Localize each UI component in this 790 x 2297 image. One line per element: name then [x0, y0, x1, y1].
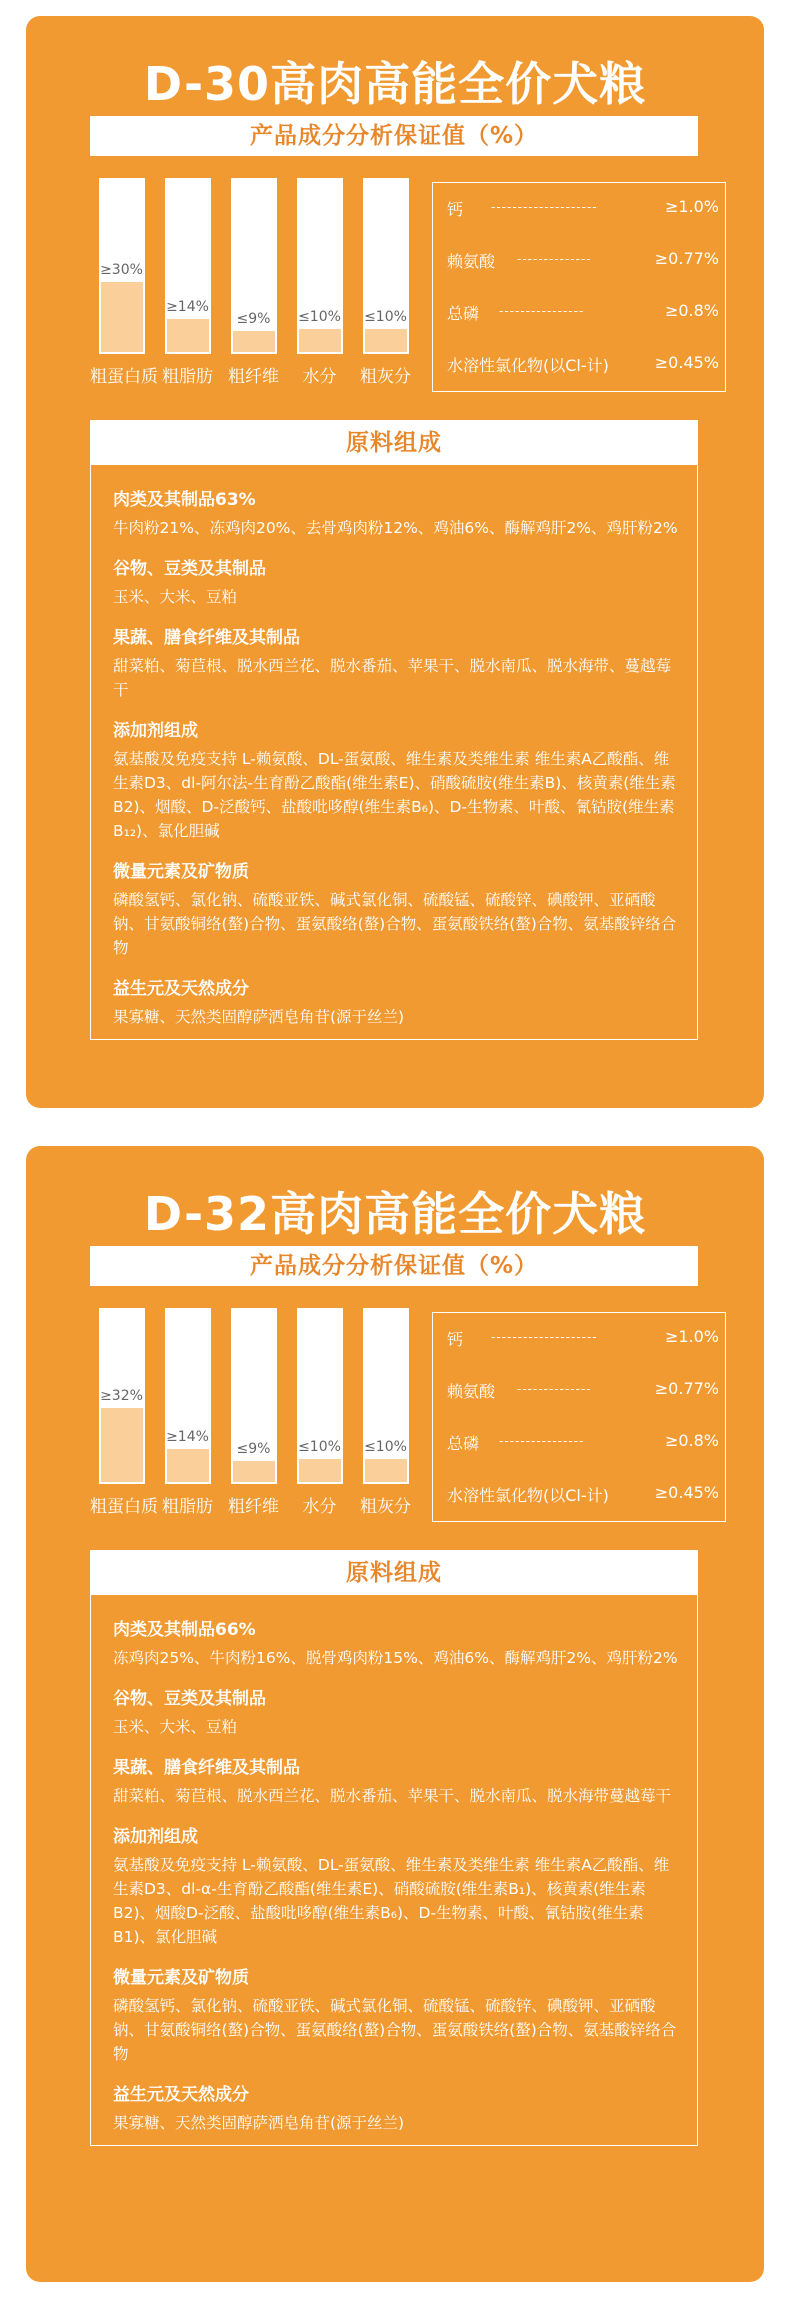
bar-frame — [165, 1308, 211, 1484]
bar-frame — [231, 178, 277, 354]
mineral-table — [432, 182, 726, 392]
section-text: 甜菜粕、菊苣根、脱水西兰花、脱水番茄、苹果干、脱水南瓜、脱水海带、蔓越莓干 — [113, 657, 672, 699]
bar-name: 粗脂肪 — [162, 1497, 213, 1517]
mineral-name: 钙 — [447, 1330, 464, 1349]
mineral-dash: -------------- — [517, 1382, 592, 1396]
bar-name: 粗灰分 — [360, 367, 411, 387]
bar-value-label: ≥14% — [166, 1429, 209, 1445]
section-text: 磷酸氢钙、氯化钠、硫酸亚铁、碱式氯化铜、硫酸锰、硫酸锌、碘酸钾、亚硒酸钠、甘氨酸铜络(螯)合物、蛋氨酸络(螯)合物、蛋氨酸铁络(螯)合物、氨基酸锌络合物 — [113, 1997, 677, 2063]
section-text: 氨基酸及免疫支持 L-赖氨酸、DL-蛋氨酸、维生素及类维生素 维生素A乙酸酯、维生素D3、dl-阿尔法-生育酚乙酸酯(维生素E)、硝酸硫胺(维生素B)、核黄素(维生素B2)、烟酸、D-泛酸钙、盐酸吡哆醇(维生素B₆)、D-生物素、叶酸、氰钴胺(维生素B₁₂)、氯化胆碱 — [113, 750, 676, 840]
mineral-dash: ---------------- — [499, 1434, 585, 1448]
section-title: 益生元及天然成分 — [113, 979, 249, 999]
mineral-name: 总磷 — [447, 304, 480, 323]
section-title: 谷物、豆类及其制品 — [113, 559, 266, 579]
bar-name: 粗蛋白质 — [90, 367, 158, 387]
section-title: 肉类及其制品63% — [113, 490, 256, 510]
analysis-title: 产品成分分析保证值（%） — [90, 1246, 698, 1286]
mineral-dash: -------------------- — [491, 1330, 598, 1344]
bar-value-label: ≥14% — [166, 299, 209, 315]
bar-fill — [101, 1408, 143, 1482]
mineral-value: ≥0.8% — [664, 301, 719, 320]
product-card-d32 — [26, 1146, 764, 2282]
bar-name: 粗纤维 — [228, 1497, 279, 1517]
section-text: 牛肉粉21%、冻鸡肉20%、去骨鸡肉粉12%、鸡油6%、酶解鸡肝2%、鸡肝粉2% — [113, 519, 678, 537]
mineral-row — [447, 1379, 719, 1402]
bar-value-label: ≤10% — [364, 309, 407, 325]
bar-frame — [297, 178, 343, 354]
bar-fill — [365, 1459, 407, 1482]
bar-crude-fiber — [222, 178, 285, 387]
bar-crude-fat — [156, 178, 219, 387]
section-title: 微量元素及矿物质 — [113, 862, 249, 882]
bar-crude-fiber — [222, 1308, 285, 1517]
section-text: 果寡糖、天然类固醇萨洒皂角苷(源于丝兰) — [113, 1008, 405, 1026]
section-title: 添加剂组成 — [113, 1827, 198, 1847]
section-text: 氨基酸及免疫支持 L-赖氨酸、DL-蛋氨酸、维生素及类维生素 维生素A乙酸酯、维生素D3、dl-α-生育酚乙酸酯(维生素E)、硝酸硫胺(维生素B₁)、核黄素(维生素B2)、烟酸D-泛酸、盐酸吡哆醇(维生素B₆)、D-生物素、叶酸、氰钴胺(维生素B1)、氯化胆碱 — [113, 1856, 670, 1946]
product-title: D-32高肉高能全价犬粮 — [143, 1187, 647, 1241]
mineral-row — [447, 1431, 719, 1454]
section-title: 添加剂组成 — [113, 721, 198, 741]
mineral-value: ≥0.45% — [654, 353, 719, 372]
section-text: 冻鸡肉25%、牛肉粉16%、脱骨鸡肉粉15%、鸡油6%、酶解鸡肝2%、鸡肝粉2% — [113, 1649, 678, 1667]
bar-value-label: ≥30% — [100, 262, 143, 278]
ingredients-list — [91, 1595, 697, 2145]
bar-name: 粗灰分 — [360, 1497, 411, 1517]
bar-value-label: ≤10% — [298, 1439, 341, 1455]
bar-fill — [167, 319, 209, 352]
mineral-name: 赖氨酸 — [447, 1382, 496, 1401]
ingredients-title: 原料组成 — [91, 1551, 697, 1595]
ingredients-box — [90, 420, 698, 1040]
bar-crude-protein — [90, 1308, 158, 1517]
bar-frame — [363, 1308, 409, 1484]
mineral-name: 赖氨酸 — [447, 252, 496, 271]
mineral-name: 钙 — [447, 200, 464, 219]
mineral-value: ≥0.77% — [654, 1379, 719, 1398]
bar-fill — [167, 1449, 209, 1482]
bar-moisture — [288, 1308, 351, 1517]
bar-value-label: ≤10% — [364, 1439, 407, 1455]
mineral-row — [447, 197, 719, 220]
section-title: 益生元及天然成分 — [113, 2085, 249, 2105]
mineral-dash: -------------------- — [491, 200, 598, 214]
mineral-value: ≥1.0% — [664, 197, 719, 216]
bar-frame — [297, 1308, 343, 1484]
section-text: 玉米、大米、豆粕 — [113, 1718, 238, 1736]
bar-name: 水分 — [302, 367, 337, 387]
bar-fill — [299, 1459, 341, 1482]
bar-frame — [99, 178, 145, 354]
bar-frame — [99, 1308, 145, 1484]
analysis-bars — [90, 1308, 430, 1518]
bar-crude-fat — [156, 1308, 219, 1517]
section-title: 谷物、豆类及其制品 — [113, 1689, 266, 1709]
bar-frame — [231, 1308, 277, 1484]
mineral-name: 总磷 — [447, 1434, 480, 1453]
ingredients-title: 原料组成 — [91, 421, 697, 465]
mineral-dash: -------------- — [517, 252, 592, 266]
bar-crude-ash — [354, 178, 417, 387]
mineral-name: 水溶性氯化物(以Cl-计) — [447, 1486, 609, 1505]
mineral-dash: ---------------- — [499, 304, 585, 318]
section-text: 磷酸氢钙、氯化钠、硫酸亚铁、碱式氯化铜、硫酸锰、硫酸锌、碘酸钾、亚硒酸钠、甘氨酸铜络(螯)合物、蛋氨酸络(螯)合物、蛋氨酸铁络(螯)合物、氨基酸锌络合物 — [113, 891, 677, 957]
bar-value-label: ≤9% — [236, 1441, 271, 1457]
bar-value-label: ≤10% — [298, 309, 341, 325]
bar-frame — [165, 178, 211, 354]
bar-frame — [363, 178, 409, 354]
mineral-value: ≥0.77% — [654, 249, 719, 268]
bar-value-label: ≥32% — [100, 1388, 143, 1404]
bar-fill — [299, 329, 341, 352]
bar-crude-ash — [354, 1308, 417, 1517]
bar-value-label: ≤9% — [236, 311, 271, 327]
analysis-title: 产品成分分析保证值（%） — [90, 116, 698, 156]
bar-name: 粗纤维 — [228, 367, 279, 387]
bar-name: 水分 — [302, 1497, 337, 1517]
mineral-row — [447, 301, 719, 324]
section-text: 玉米、大米、豆粕 — [113, 588, 238, 606]
mineral-row — [447, 1327, 719, 1350]
bar-fill — [101, 282, 143, 352]
bar-fill — [365, 329, 407, 352]
mineral-name: 水溶性氯化物(以Cl-计) — [447, 356, 609, 375]
product-card-d30 — [26, 16, 764, 1108]
ingredients-box — [90, 1550, 698, 2146]
section-title: 肉类及其制品66% — [113, 1620, 256, 1640]
product-title: D-30高肉高能全价犬粮 — [143, 57, 647, 111]
section-title: 微量元素及矿物质 — [113, 1968, 249, 1988]
bar-fill — [233, 331, 275, 352]
bar-moisture — [288, 178, 351, 387]
ingredients-list — [91, 465, 697, 1039]
section-text: 甜菜粕、菊苣根、脱水西兰花、脱水番茄、苹果干、脱水南瓜、脱水海带蔓越莓干 — [113, 1787, 672, 1805]
section-title: 果蔬、膳食纤维及其制品 — [113, 1758, 300, 1778]
section-text: 果寡糖、天然类固醇萨洒皂角苷(源于丝兰) — [113, 2114, 405, 2132]
mineral-value: ≥1.0% — [664, 1327, 719, 1346]
mineral-value: ≥0.8% — [664, 1431, 719, 1450]
mineral-row — [447, 1483, 719, 1506]
bar-name: 粗脂肪 — [162, 367, 213, 387]
mineral-value: ≥0.45% — [654, 1483, 719, 1502]
section-title: 果蔬、膳食纤维及其制品 — [113, 628, 300, 648]
analysis-bars — [90, 178, 430, 388]
mineral-table — [432, 1312, 726, 1522]
bar-crude-protein — [90, 178, 158, 387]
mineral-row — [447, 353, 719, 376]
bar-name: 粗蛋白质 — [90, 1497, 158, 1517]
mineral-row — [447, 249, 719, 272]
bar-fill — [233, 1461, 275, 1482]
